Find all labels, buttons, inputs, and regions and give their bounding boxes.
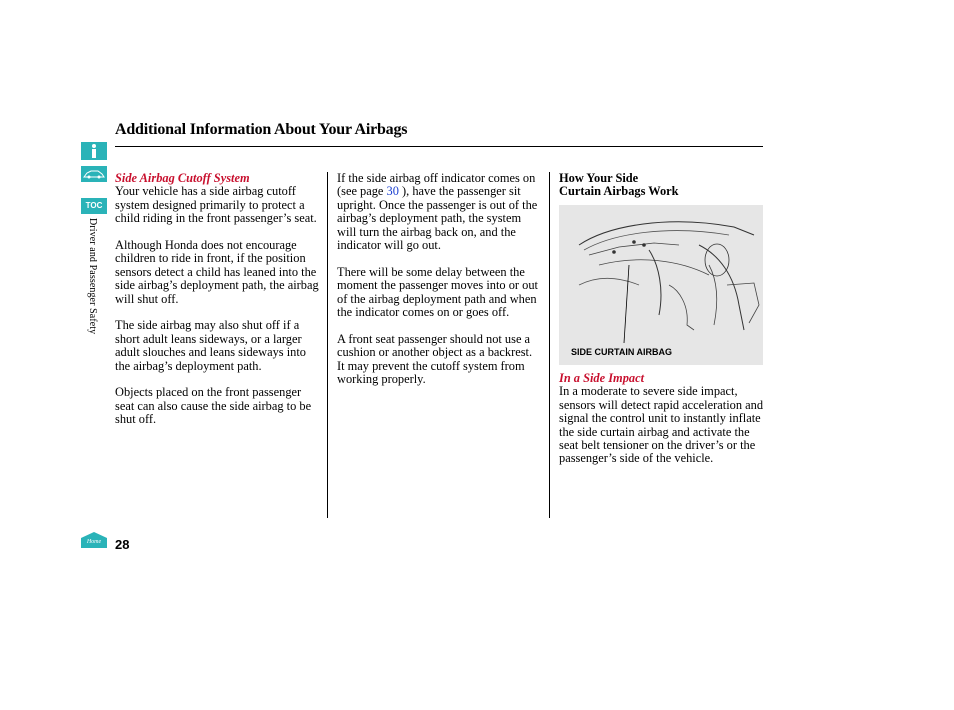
figure-label: SIDE CURTAIN AIRBAG: [571, 347, 672, 357]
page-link[interactable]: 30: [386, 184, 399, 199]
column-divider: [549, 172, 550, 518]
paragraph: In a moderate to severe side impact, sensors will detect rapid acceleration and signal the control unit to instantly inflate the side curtain airbag and activate the seat belt tensioner on the driver’s or the passenger’s side of the vehicle.: [559, 384, 764, 466]
column-3: [559, 172, 764, 199]
heading-line: How Your Side: [559, 171, 639, 185]
text: ), have the passenger sit upright. Once the passenger is out of the airbag’s deployment path, the system will turn the airbag back on, and the indicator will go out.: [337, 184, 538, 253]
toc-button[interactable]: TOC: [81, 198, 107, 214]
heading-line: Curtain Airbags Work: [559, 184, 679, 199]
car-icon[interactable]: [81, 166, 107, 182]
column-1: [115, 172, 323, 440]
column-divider: [327, 172, 328, 518]
info-icon[interactable]: [81, 142, 107, 160]
title-rule: [115, 146, 763, 147]
home-label: Home: [86, 539, 102, 545]
section-label: Driver and Passenger Safety: [87, 218, 98, 335]
text: If the side airbag off indicator comes on (see page: [337, 171, 536, 199]
subhead-side-impact: In a Side Impact: [559, 371, 645, 385]
home-button[interactable]: [80, 532, 108, 548]
column-3-lower: [559, 372, 764, 479]
page-number: 28: [115, 537, 130, 552]
subhead-cutoff-system: Side Airbag Cutoff System: [115, 171, 250, 185]
column-2: [337, 172, 542, 400]
paragraph: There will be some delay between the moment the passenger moves into or out of the airbag deployment path and when the indicator comes on or goes off.: [337, 264, 538, 320]
paragraph: Objects placed on the front passenger seat can also cause the side airbag to be shut off.: [115, 385, 312, 427]
paragraph: Your vehicle has a side airbag cutoff system designed primarily to protect a child riding in the front passenger’s seat.: [115, 184, 317, 226]
paragraph: The side airbag may also shut off if a short adult leans sideways, or a larger adult slouches and leans sideways into the airbag’s deployment path.: [115, 318, 306, 373]
page-title: Additional Information About Your Airbags: [115, 121, 408, 138]
paragraph: A front seat passenger should not use a cushion or another object as a backrest. It may prevent the cutoff system from working properly.: [337, 331, 533, 387]
paragraph: Although Honda does not encourage children to ride in front, if the position sensors detect a child has leaned into the side airbag’s deployment path, the airbag will shut off.: [115, 238, 319, 306]
paragraph: [337, 172, 542, 252]
side-curtain-airbag-figure: [559, 205, 763, 365]
